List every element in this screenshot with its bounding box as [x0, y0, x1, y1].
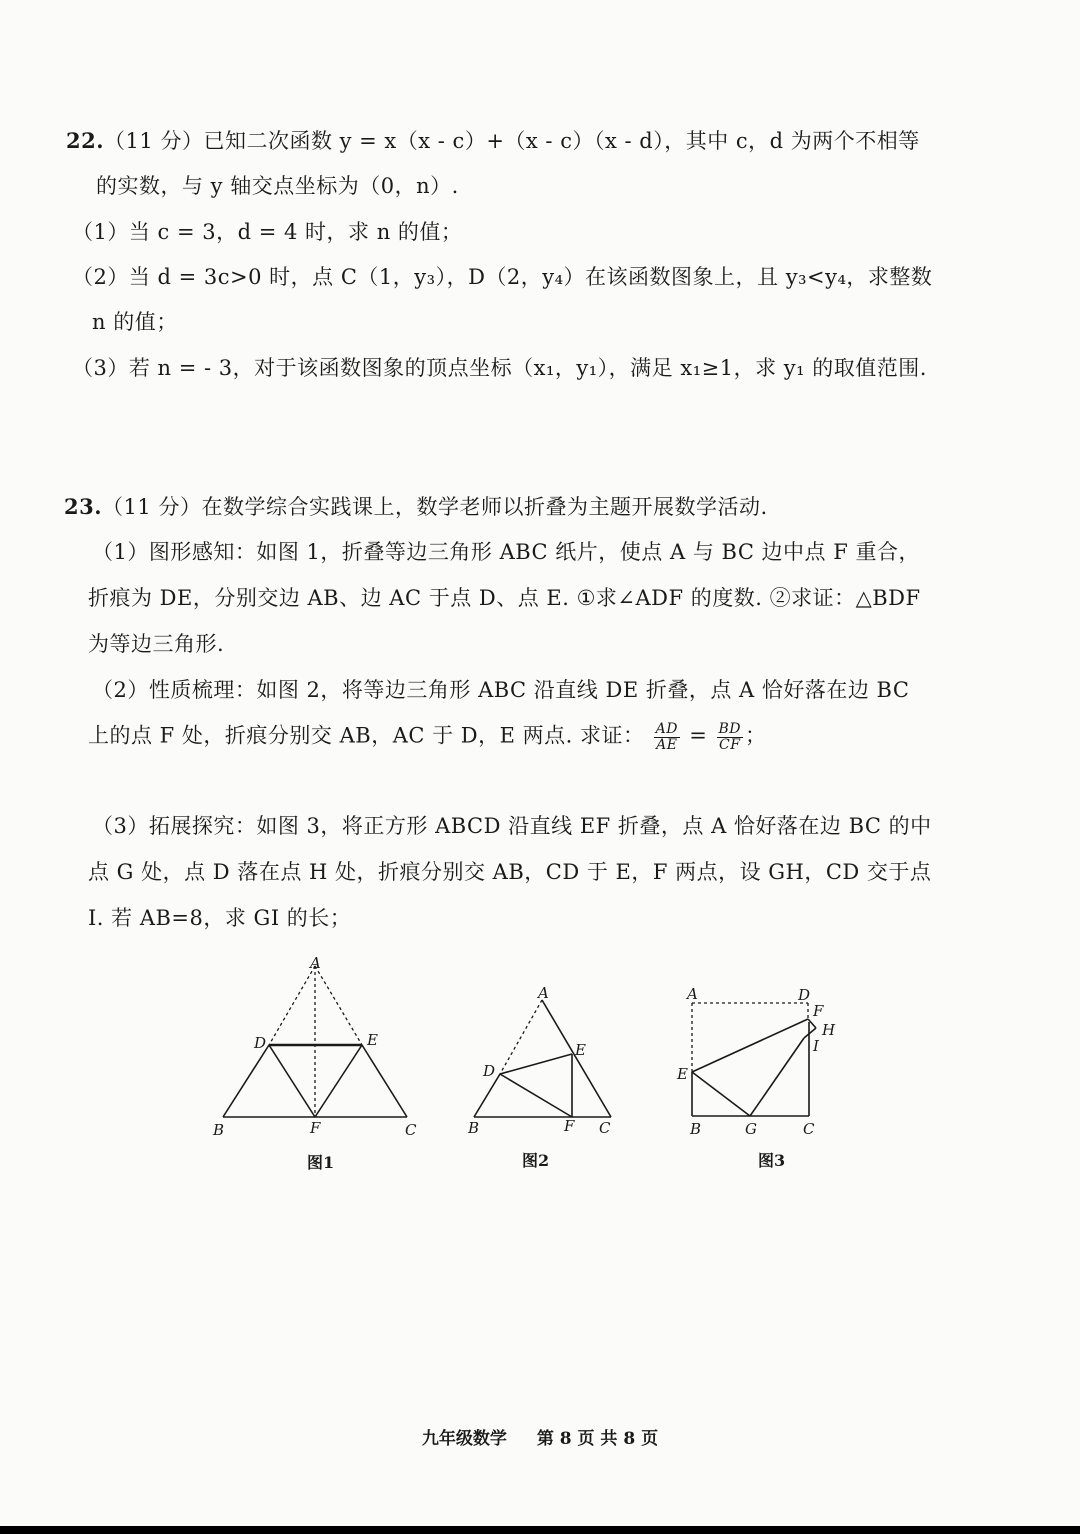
- footer-page: 第 8 页 共 8 页: [536, 1429, 659, 1449]
- q23-line-1: 23.（11 分）在数学综合实践课上，数学老师以折叠为主题开展数学活动.: [64, 494, 768, 519]
- q23-part-1-end: 为等边三角形.: [88, 632, 225, 656]
- figure-2: [462, 978, 622, 1138]
- fig1-label-c: C: [405, 1121, 417, 1139]
- q23-part-1-cont: 折痕为 DE，分别交边 AB、边 AC 于点 D、点 E. ①求∠ADF 的度数. ②求证：△BDF: [88, 586, 921, 610]
- fig3-label-i: I: [813, 1037, 819, 1055]
- fig3-label-e: E: [677, 1065, 688, 1083]
- q22-part-1: （1）当 c = 3，d = 4 时，求 n 的值；: [72, 220, 463, 244]
- q23-part-3: （3）拓展探究：如图 3，将正方形 ABCD 沿直线 EF 折叠，点 A 恰好落在边 BC 的中: [92, 814, 932, 838]
- figure-3: [670, 982, 850, 1142]
- q23-number: 23.: [64, 494, 103, 519]
- fig2-label-b: B: [468, 1119, 480, 1137]
- fig3-label-f: F: [813, 1002, 824, 1020]
- fig3-label-d: D: [798, 986, 811, 1004]
- fraction-bd-cf: $\frac{BD}{CF}$: [718, 721, 742, 753]
- figure-1: [205, 950, 425, 1140]
- fig1-label-d: D: [254, 1034, 267, 1052]
- figure-2-caption: 图2: [522, 1151, 550, 1170]
- q23-part-3-end: I. 若 AB=8，求 GI 的长；: [88, 906, 352, 930]
- fig2-label-e: E: [575, 1041, 586, 1059]
- fraction-ad-ae: $\frac{AD}{AE}$: [655, 721, 679, 753]
- fig3-label-a: A: [687, 985, 698, 1003]
- q23-part-3-cont: 点 G 处，点 D 落在点 H 处，折痕分别交 AB，CD 于 E，F 两点，设 GH，CD 交于点: [88, 860, 932, 884]
- fig1-label-e: E: [367, 1031, 378, 1049]
- page-footer: [0, 1424, 1080, 1449]
- fig2-label-f: F: [564, 1117, 575, 1135]
- fig1-label-f: F: [310, 1119, 321, 1137]
- figure-1-caption: 图1: [307, 1153, 335, 1172]
- fig3-label-g: G: [745, 1120, 757, 1138]
- q22-number: 22.: [66, 128, 105, 153]
- fig1-label-b: B: [213, 1121, 225, 1139]
- q23-part-2: （2）性质梳理：如图 2，将等边三角形 ABC 沿直线 DE 折叠，点 A 恰好落在边 BC: [92, 678, 910, 702]
- q22-part-2-cont: n 的值；: [92, 310, 178, 334]
- footer-subject: 九年级数学: [421, 1429, 507, 1449]
- fig3-label-h: H: [822, 1021, 836, 1039]
- fig2-label-d: D: [483, 1062, 496, 1080]
- q23-part-1: （1）图形感知：如图 1，折叠等边三角形 ABC 纸片，使点 A 与 BC 边中点 F 重合，: [92, 540, 920, 564]
- q22-line-1: 22.（11 分）已知二次函数 y = x（x - c）+（x - c）（x - d），其中 c，d 为两个不相等: [66, 128, 920, 153]
- figure-3-caption: 图3: [758, 1151, 786, 1170]
- q22-part-2: （2）当 d = 3c>0 时，点 C（1，y₃），D（2，y₄）在该函数图象上，且 y₃<y₄，求整数: [72, 265, 933, 289]
- fig2-label-a: A: [538, 984, 549, 1002]
- fig3-label-c: C: [803, 1120, 815, 1138]
- fig1-label-a: A: [310, 954, 321, 972]
- q22-line-2: 的实数，与 y 轴交点坐标为（0，n）.: [96, 174, 459, 198]
- fig2-label-c: C: [599, 1119, 611, 1137]
- bottom-border: [0, 1526, 1080, 1534]
- q23-part-2-cont: 上的点 F 处，折痕分别交 AB，AC 于 D，E 两点. 求证： $\frac{AD}{AE}$ = $\frac{BD}{CF}$ ；: [88, 721, 767, 753]
- q22-part-3: （3）若 n = - 3，对于该函数图象的顶点坐标（x₁，y₁），满足 x₁≥1，求 y₁ 的取值范围.: [72, 356, 927, 380]
- fig3-label-b: B: [690, 1120, 702, 1138]
